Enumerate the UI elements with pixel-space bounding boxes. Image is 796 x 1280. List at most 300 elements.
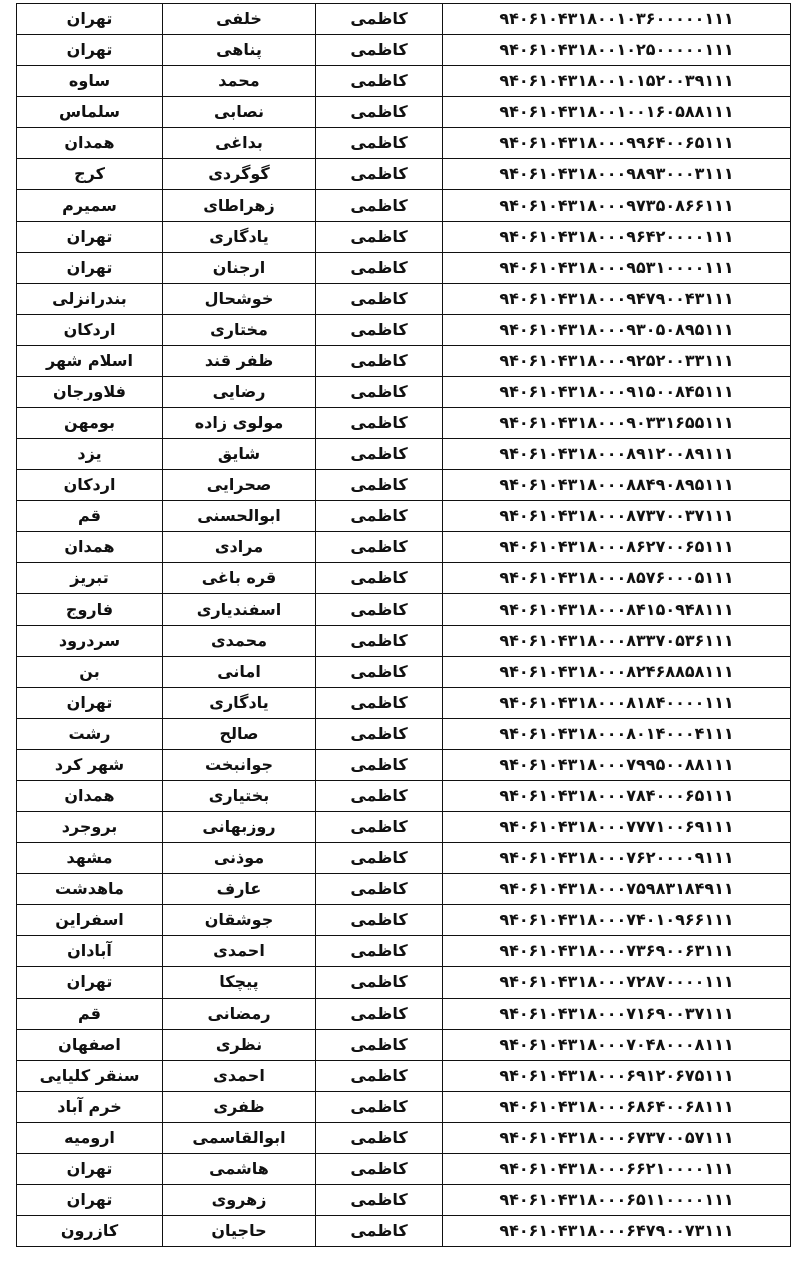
code-cell [443,1060,791,1091]
family-text: کاظمی [350,972,408,992]
name-cell [163,376,316,407]
city-cell [17,283,163,314]
code-text: ۹۴۰۶۱۰۴۳۱۸۰۰۰۹۶۴۲۰۰۰۰۱۱۱ [499,226,734,246]
family-cell [316,812,443,843]
code-cell [443,314,791,345]
city-text: سمیرم [62,195,117,215]
family-text: کاظمی [350,941,408,961]
code-text: ۹۴۰۶۱۰۴۳۱۸۰۰۰۹۸۹۳۰۰۰۳۱۱۱ [499,164,734,184]
code-cell [443,718,791,749]
table-row [17,1122,791,1153]
city-cell [17,967,163,998]
name-cell [163,967,316,998]
code-text: ۹۴۰۶۱۰۴۳۱۸۰۰۰۷۸۴۰۰۰۶۵۱۱۱ [499,785,734,805]
table-row [17,874,791,905]
table-row [17,780,791,811]
name-text: صالح [219,723,259,743]
family-text: کاظمی [350,319,408,339]
code-cell [443,532,791,563]
code-text: ۹۴۰۶۱۰۴۳۱۸۰۰۰۷۲۸۷۰۰۰۰۱۱۱ [499,972,734,992]
city-text: اصفهان [58,1034,121,1054]
code-text: ۹۴۰۶۱۰۴۳۱۸۰۰۰۷۹۹۵۰۰۸۸۱۱۱ [499,754,734,774]
name-cell [163,501,316,532]
city-cell [17,998,163,1029]
family-cell [316,501,443,532]
city-text: قم [77,506,102,526]
name-cell [163,594,316,625]
code-cell [443,439,791,470]
name-cell [163,283,316,314]
city-text: آبادان [67,941,112,961]
city-cell [17,905,163,936]
name-cell [163,998,316,1029]
code-text: ۹۴۰۶۱۰۴۳۱۸۰۰۰۸۵۷۶۰۰۰۵۱۱۱ [499,568,734,588]
code-text: ۹۴۰۶۱۰۴۳۱۸۰۰۰۹۳۰۵۰۸۹۵۱۱۱ [499,319,734,339]
table-row [17,843,791,874]
name-text: بداغی [215,133,263,153]
table-row [17,159,791,190]
family-cell [316,936,443,967]
name-text: خلفی [216,9,262,29]
family-text: کاظمی [350,692,408,712]
city-cell [17,718,163,749]
records-table [16,3,791,1247]
family-text: کاظمی [350,1158,408,1178]
city-text: همدان [64,133,115,153]
code-text: ۹۴۰۶۱۰۴۳۱۸۰۰۱۰۲۵۰۰۰۰۰۱۱۱ [499,40,734,60]
table-row [17,4,791,35]
name-cell [163,625,316,656]
code-text: ۹۴۰۶۱۰۴۳۱۸۰۰۰۶۴۷۹۰۰۷۳۱۱۱ [499,1221,734,1241]
name-cell [163,439,316,470]
family-cell [316,874,443,905]
name-cell [163,470,316,501]
family-cell [316,35,443,66]
name-cell [163,905,316,936]
family-cell [316,1122,443,1153]
table-row [17,625,791,656]
code-cell [443,905,791,936]
city-cell [17,563,163,594]
code-cell [443,470,791,501]
code-text: ۹۴۰۶۱۰۴۳۱۸۰۰۰۶۸۶۴۰۰۶۸۱۱۱ [499,1096,734,1116]
family-text: کاظمی [350,785,408,805]
family-cell [316,1184,443,1215]
family-cell [316,594,443,625]
code-cell [443,221,791,252]
city-cell [17,345,163,376]
code-cell [443,998,791,1029]
name-cell [163,718,316,749]
name-cell [163,35,316,66]
family-text: کاظمی [350,288,408,308]
code-text: ۹۴۰۶۱۰۴۳۱۸۰۰۰۷۷۷۱۰۰۶۹۱۱۱ [499,817,734,837]
code-cell [443,656,791,687]
family-cell [316,1153,443,1184]
code-cell [443,1153,791,1184]
city-text: تهران [66,972,113,992]
city-cell [17,408,163,439]
name-cell [163,1153,316,1184]
family-cell [316,1091,443,1122]
name-cell [163,780,316,811]
city-cell [17,252,163,283]
records-table-body [17,4,791,1247]
family-cell [316,532,443,563]
city-text: کرج [74,164,105,184]
city-text: یزد [77,444,102,464]
family-cell [316,159,443,190]
name-cell [163,1122,316,1153]
family-text: کاظمی [350,848,408,868]
name-text: موذنی [213,848,265,868]
family-cell [316,998,443,1029]
family-text: کاظمی [350,9,408,29]
code-text: ۹۴۰۶۱۰۴۳۱۸۰۰۰۷۰۴۸۰۰۰۸۱۱۱ [499,1034,734,1054]
name-text: مولوی زاده [194,413,284,433]
family-cell [316,1029,443,1060]
code-text: ۹۴۰۶۱۰۴۳۱۸۰۰۰۷۴۰۱۰۹۶۶۱۱۱ [499,910,734,930]
family-cell [316,687,443,718]
code-cell [443,190,791,221]
city-cell [17,128,163,159]
name-cell [163,221,316,252]
table-row [17,563,791,594]
family-cell [316,718,443,749]
table-row [17,1153,791,1184]
name-text: خوشحال [204,288,274,308]
city-cell [17,625,163,656]
name-text: رمضانی [207,1003,271,1023]
family-cell [316,656,443,687]
code-cell [443,4,791,35]
city-cell [17,1091,163,1122]
city-cell [17,1153,163,1184]
code-text: ۹۴۰۶۱۰۴۳۱۸۰۰۰۹۱۵۰۰۸۴۵۱۱۱ [499,381,734,401]
city-text: اسلام شهر [46,350,133,370]
code-text: ۹۴۰۶۱۰۴۳۱۸۰۰۱۰۳۶۰۰۰۰۰۱۱۱ [499,9,734,29]
name-text: جوانبخت [204,754,274,774]
table-row [17,1091,791,1122]
name-text: قره باغی [201,568,277,588]
name-text: ظفر قند [204,350,274,370]
city-cell [17,1184,163,1215]
family-text: کاظمی [350,381,408,401]
name-text: گوگردی [208,164,270,184]
family-cell [316,625,443,656]
code-cell [443,843,791,874]
city-text: اردکان [63,319,116,339]
family-text: کاظمی [350,1003,408,1023]
code-text: ۹۴۰۶۱۰۴۳۱۸۰۰۰۸۶۲۷۰۰۶۵۱۱۱ [499,537,734,557]
city-text: رشت [68,723,111,743]
family-cell [316,221,443,252]
name-cell [163,1029,316,1060]
code-cell [443,66,791,97]
name-cell [163,252,316,283]
family-cell [316,967,443,998]
family-cell [316,66,443,97]
city-cell [17,656,163,687]
city-text: همدان [64,537,115,557]
code-cell [443,128,791,159]
family-cell [316,470,443,501]
city-text: سلماس [58,102,121,122]
city-text: تهران [66,40,113,60]
family-text: کاظمی [350,506,408,526]
code-text: ۹۴۰۶۱۰۴۳۱۸۰۰۰۶۹۱۲۰۶۷۵۱۱۱ [499,1065,734,1085]
code-cell [443,97,791,128]
family-cell [316,905,443,936]
code-text: ۹۴۰۶۱۰۴۳۱۸۰۰۰۸۰۱۴۰۰۰۴۱۱۱ [499,723,734,743]
city-cell [17,780,163,811]
city-text: تهران [66,9,113,29]
name-text: رضایی [212,381,266,401]
code-cell [443,687,791,718]
family-text: کاظمی [350,1190,408,1209]
table-row [17,501,791,532]
code-cell [443,967,791,998]
city-text: ساوه [68,71,111,91]
city-text: فلاورجان [53,381,126,401]
family-cell [316,345,443,376]
name-cell [163,812,316,843]
city-text: اردکان [63,475,116,495]
city-cell [17,376,163,407]
family-cell [316,563,443,594]
table-row [17,656,791,687]
city-text: فاروج [65,599,114,619]
code-text: ۹۴۰۶۱۰۴۳۱۸۰۰۰۸۴۱۵۰۹۴۸۱۱۱ [499,599,734,619]
table-row [17,221,791,252]
family-text: کاظمی [350,599,408,619]
family-text: کاظمی [350,754,408,774]
city-text: تهران [66,257,113,277]
name-text: ابوالقاسمی [192,1127,286,1147]
family-text: کاظمی [350,413,408,433]
city-cell [17,1216,163,1247]
family-cell [316,97,443,128]
family-cell [316,376,443,407]
family-text: کاظمی [350,1127,408,1147]
city-text: تهران [66,1190,113,1209]
city-text: شهر کرد [54,754,125,774]
name-text: روزبهانی [202,817,276,837]
name-text: جوشقان [204,910,274,930]
table-row [17,687,791,718]
family-text: کاظمی [350,102,408,122]
name-text: شایق [217,444,261,464]
code-cell [443,812,791,843]
family-text: کاظمی [350,630,408,650]
city-cell [17,470,163,501]
city-text: بندرانزلی [52,288,127,308]
code-text: ۹۴۰۶۱۰۴۳۱۸۰۰۰۹۴۷۹۰۰۴۳۱۱۱ [499,288,734,308]
name-text: حاجیان [211,1221,267,1241]
table-row [17,128,791,159]
name-cell [163,1216,316,1247]
code-text: ۹۴۰۶۱۰۴۳۱۸۰۰۰۶۷۳۷۰۰۵۷۱۱۱ [499,1127,734,1147]
family-text: کاظمی [350,40,408,60]
city-cell [17,812,163,843]
city-text: تهران [66,1158,113,1178]
table-row [17,470,791,501]
code-text: ۹۴۰۶۱۰۴۳۱۸۰۰۰۸۸۴۹۰۸۹۵۱۱۱ [499,475,734,495]
table-row [17,314,791,345]
name-text: مختاری [210,319,268,339]
city-cell [17,1029,163,1060]
family-text: کاظمی [350,723,408,743]
family-text: کاظمی [350,568,408,588]
code-cell [443,874,791,905]
name-text: پناهی [216,40,262,60]
code-text: ۹۴۰۶۱۰۴۳۱۸۰۰۰۸۳۳۷۰۵۳۶۱۱۱ [499,630,734,650]
city-text: ارومیه [64,1127,115,1147]
code-text: ۹۴۰۶۱۰۴۳۱۸۰۰۰۹۰۳۳۱۶۵۵۱۱۱ [499,413,734,433]
city-cell [17,501,163,532]
name-cell [163,159,316,190]
code-cell [443,501,791,532]
table-row [17,936,791,967]
table-row [17,97,791,128]
table-row [17,812,791,843]
city-text: سنقر کلیایی [39,1065,140,1085]
table-row [17,35,791,66]
name-text: زهروی [211,1190,267,1209]
table-row [17,749,791,780]
family-text: کاظمی [350,257,408,277]
name-text: مرادی [214,537,264,557]
family-text: کاظمی [350,71,408,91]
city-text: بومهن [64,413,115,433]
code-text: ۹۴۰۶۱۰۴۳۱۸۰۰۰۹۲۵۲۰۰۳۳۱۱۱ [499,350,734,370]
family-text: کاظمی [350,537,408,557]
code-cell [443,625,791,656]
table-row [17,283,791,314]
name-cell [163,1060,316,1091]
family-cell [316,843,443,874]
city-cell [17,97,163,128]
code-text: ۹۴۰۶۱۰۴۳۱۸۰۰۰۸۷۳۷۰۰۳۷۱۱۱ [499,506,734,526]
name-cell [163,190,316,221]
name-cell [163,656,316,687]
city-cell [17,439,163,470]
city-text: ماهدشت [55,879,124,899]
family-cell [316,749,443,780]
code-cell [443,159,791,190]
family-text: کاظمی [350,1221,408,1241]
city-cell [17,687,163,718]
code-cell [443,1184,791,1215]
code-cell [443,594,791,625]
city-cell [17,594,163,625]
family-text: کاظمی [350,195,408,215]
code-text: ۹۴۰۶۱۰۴۳۱۸۰۰۰۷۵۹۸۳۱۸۴۹۱۱ [499,879,734,899]
family-text: کاظمی [350,910,408,930]
table-row [17,1216,791,1247]
city-cell [17,159,163,190]
table-row [17,66,791,97]
table-row [17,1184,791,1215]
name-text: زهراطای [203,195,275,215]
code-cell [443,1216,791,1247]
code-text: ۹۴۰۶۱۰۴۳۱۸۰۰۰۷۳۶۹۰۰۶۳۱۱۱ [499,941,734,961]
family-cell [316,190,443,221]
name-cell [163,749,316,780]
city-cell [17,936,163,967]
code-cell [443,252,791,283]
family-text: کاظمی [350,226,408,246]
family-cell [316,780,443,811]
table-row [17,345,791,376]
family-text: کاظمی [350,1065,408,1085]
city-text: اسفراین [55,910,124,930]
family-text: کاظمی [350,164,408,184]
city-text: سردرود [58,630,121,650]
code-cell [443,1029,791,1060]
code-cell [443,1122,791,1153]
city-cell [17,532,163,563]
city-text: تهران [66,226,113,246]
city-text: بروجرد [61,817,118,837]
city-text: قم [77,1003,102,1023]
city-cell [17,843,163,874]
name-text: بختیاری [208,785,270,805]
code-text: ۹۴۰۶۱۰۴۳۱۸۰۰۰۷۱۶۹۰۰۳۷۱۱۱ [499,1003,734,1023]
name-cell [163,843,316,874]
code-text: ۹۴۰۶۱۰۴۳۱۸۰۰۰۹۹۶۴۰۰۶۵۱۱۱ [499,133,734,153]
city-cell [17,4,163,35]
city-cell [17,874,163,905]
family-cell [316,4,443,35]
family-text: کاظمی [350,350,408,370]
table-row [17,998,791,1029]
table-row [17,905,791,936]
name-text: احمدی [213,941,265,961]
name-text: ابوالحسنی [197,506,281,526]
family-cell [316,252,443,283]
code-cell [443,936,791,967]
name-text: ظفری [213,1096,265,1116]
city-cell [17,1060,163,1091]
name-text: پیچکا [219,972,259,992]
document-page [16,3,786,1247]
name-text: احمدی [213,1065,265,1085]
table-row [17,1060,791,1091]
name-cell [163,563,316,594]
family-text: کاظمی [350,661,408,681]
family-cell [316,1060,443,1091]
table-row [17,408,791,439]
code-cell [443,376,791,407]
name-text: محمد [218,71,260,91]
code-text: ۹۴۰۶۱۰۴۳۱۸۰۰۰۸۱۸۴۰۰۰۰۱۱۱ [499,692,734,712]
code-cell [443,563,791,594]
name-cell [163,97,316,128]
city-cell [17,1122,163,1153]
name-cell [163,874,316,905]
table-row [17,594,791,625]
family-text: کاظمی [350,1096,408,1116]
city-cell [17,190,163,221]
name-text: هاشمی [209,1158,269,1178]
city-text: بن [79,661,100,681]
city-cell [17,749,163,780]
city-cell [17,314,163,345]
name-text: نصابی [214,102,264,122]
family-text: کاظمی [350,444,408,464]
table-row [17,439,791,470]
